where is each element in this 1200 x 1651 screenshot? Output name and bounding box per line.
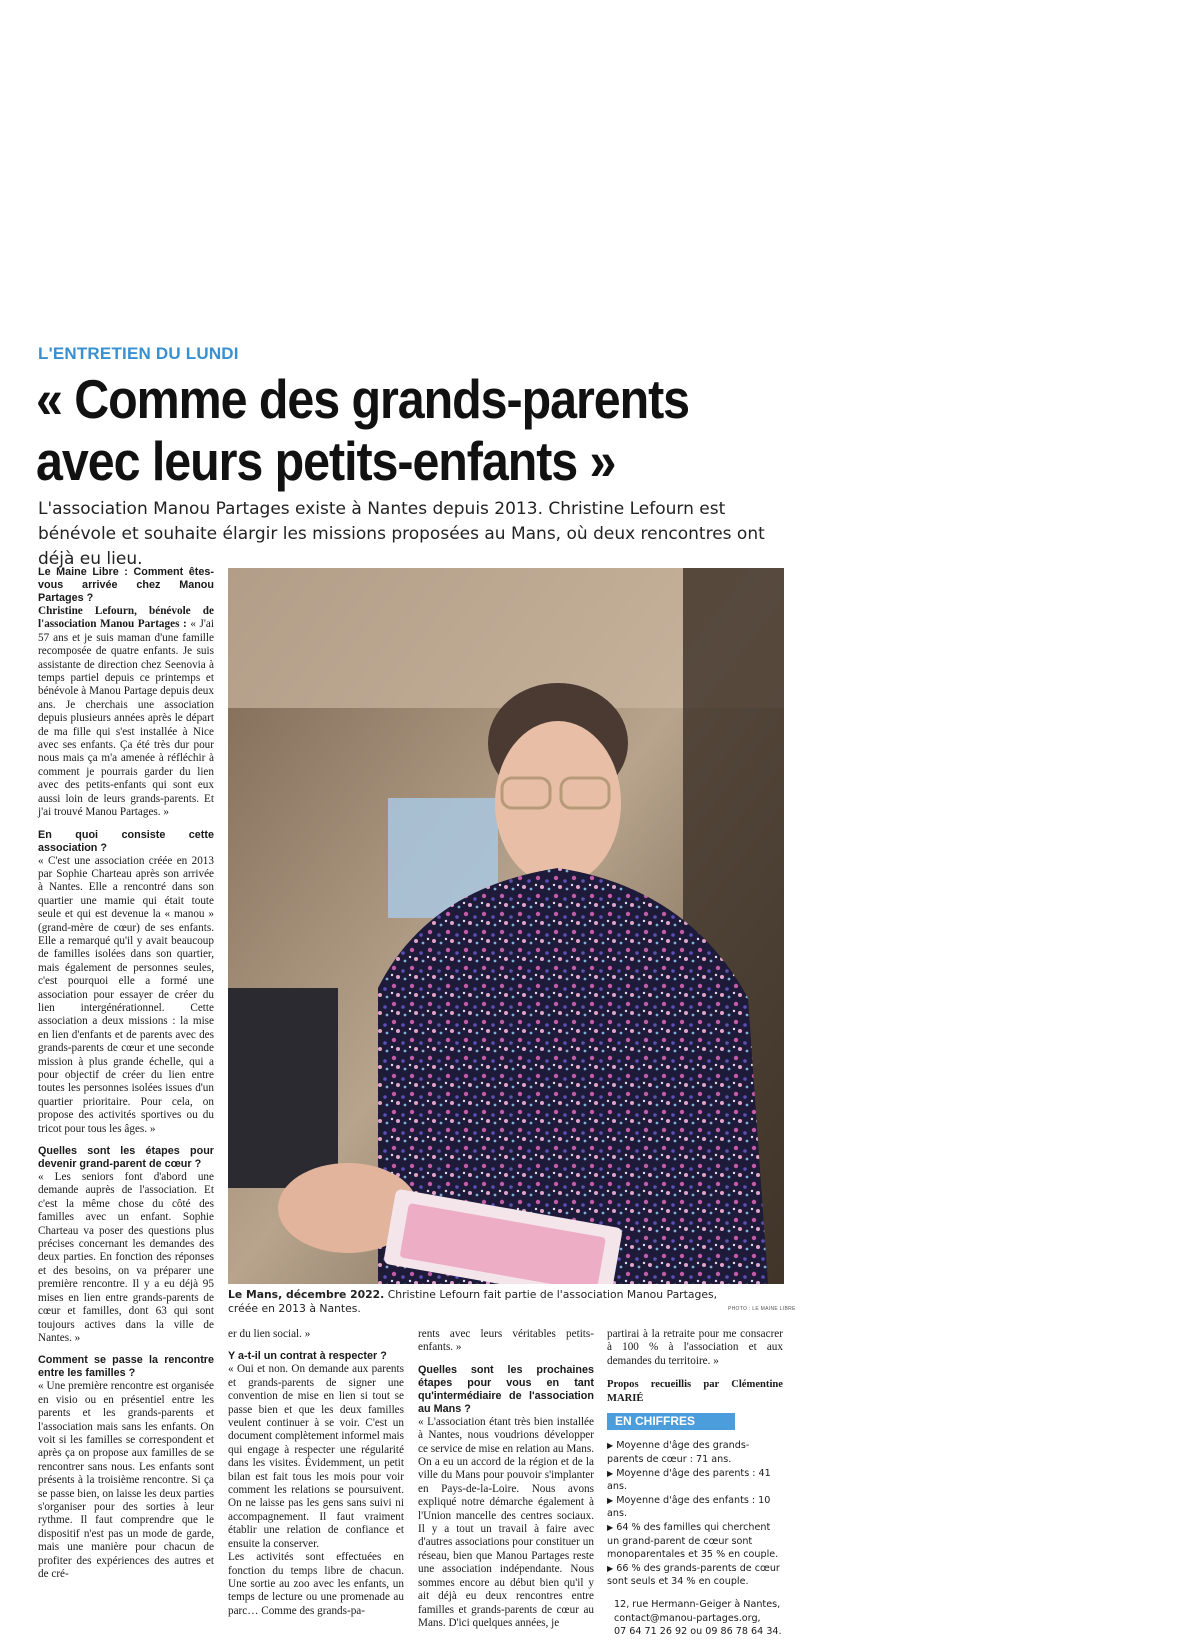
figure-text: Moyenne d'âge des grands-parents de cœur : 71 ans. — [607, 1440, 750, 1466]
figure-item — [607, 1494, 783, 1521]
address-line: 12, rue Hermann-Geiger à Nantes, — [614, 1598, 781, 1610]
photo-caption — [228, 1288, 748, 1315]
column-4 — [607, 1328, 783, 1639]
answer-1-text: « J'ai 57 ans et je suis maman d'une famille recomposée de quatre enfants. Je suis assistante de direction chez Seenovia à temps partiel depuis ce printemps et bénévole à Manou Partage depuis deux ans. Je cherchais une association depuis plusieurs années après le départ de ma fille qui s'est installée à Nice avec ses enfants. Ça été très dur pour nous mais ça m'a amenée à réfléchir à comment je pourrais garder du lien avec des petits-enfants qui sont eux aussi loin de leurs grands-parents. Et j'ai trouvé Manou Partages. » — [38, 618, 214, 819]
arrow-icon: ▶ — [607, 1495, 614, 1505]
figure-item — [607, 1562, 783, 1589]
byline: Propos recueillis par Clémentine MARIÉ — [607, 1379, 783, 1404]
figure-text: 66 % des grands-parents de cœur sont seuls et 34 % en couple. — [607, 1562, 780, 1588]
contact-address — [607, 1598, 783, 1639]
answer-6: « L'association étant très bien installée à Nantes, nous voudrions développer ce service de mise en relation au Mans. On a eu un accord de la région et de la ville du Mans pour pouvoir s'implanter en Pays-de-la-Loire. Nous avons expliqué notre démarche également à l'Union mancelle des centres sociaux. Il y a tout un travail à faire avec d'autres associations pour constituer un réseau, bien que Manou Partages reste une association indépendante. Nous sommes encore au début bien qu'il y ait déjà eu deux rencontres entre familles et grands-parents de cœur au Mans. D'ici quelques années, je — [418, 1415, 594, 1629]
phone-numbers: 07 64 71 26 92 ou 09 86 78 64 34. — [614, 1626, 782, 1638]
speaker: Christine Lefourn, bénévole de l'association Manou Partages : — [38, 605, 214, 631]
portrait-photo — [228, 568, 784, 1284]
standfirst: L'association Manou Partages existe à Nantes depuis 2013. Christine Lefourn est bénévole et souhaite élargir les missions proposées au Mans, où deux rencontres ont déjà eu lieu. — [38, 499, 765, 569]
caption-text: Christine Lefourn fait partie de l'association Manou Partages, créée en 2013 à Nantes. — [228, 1288, 718, 1315]
column-3 — [418, 1328, 594, 1630]
arrow-icon: ▶ — [607, 1468, 614, 1478]
figure-item — [607, 1439, 783, 1466]
question-6: Quelles sont les prochaines étapes pour vous en tant qu'intermédiaire de l'association au Mans ? — [418, 1363, 594, 1415]
headline — [36, 368, 705, 492]
figure-text: 64 % des familles qui cherchent un grand-parent de cœur sont monoparentales et 35 % en couple. — [607, 1522, 779, 1561]
answer-5-continued: rents avec leurs véritables petits-enfants. » — [418, 1328, 594, 1354]
question-4: Comment se passe la rencontre entre les familles ? — [38, 1354, 214, 1380]
question-5: Y a-t-il un contrat à respecter ? — [228, 1350, 387, 1363]
answer-3: « Les seniors font d'abord une demande auprès de l'association. Et c'est la même chose du côté des familles avec un enfant. Sophie Charteau va poser des questions plus précises concernant les demandes des deux parties. En fonction des réponses et des besoins, on va préparer une première rencontre. Il y a eu déjà 95 mises en lien entre grands-parents de cœur et familles, dont 63 qui sont toujours actives dans la ville de Nantes. » — [38, 1171, 214, 1344]
arrow-icon: ▶ — [607, 1523, 614, 1532]
rubric: L'ENTRETIEN DU LUNDI — [38, 344, 239, 363]
answer-5: « Oui et non. On demande aux parents et grands-parents de signer une convention de mise en lien si tout se passe bien et que les deux familles veulent continuer à se voir. C'est un document complètement informel mais qui engage à respecter une régularité dans les visites. Évidemment, un petit bilan est fait tous les mois pour voir comment les relations se poursuivent. On ne laisse pas les gens sans suivi ni accompagnement. Il faut vraiment établir une relation de confiance et ensuite la conserver. — [228, 1363, 404, 1550]
question-2: En quoi consiste cette association ? — [38, 828, 214, 854]
figure-item — [607, 1467, 783, 1494]
email-address: contact@manou-partages.org, — [614, 1612, 761, 1624]
arrow-icon: ▶ — [607, 1441, 614, 1451]
caption-lead: Le Mans, décembre 2022. — [228, 1288, 385, 1301]
column-2 — [228, 1328, 404, 1618]
headline-line-1: « Comme des grands-parents — [36, 368, 690, 430]
headline-line-2: avec leurs petits-enfants » — [36, 430, 616, 492]
column-1 — [38, 566, 214, 1581]
answer-1 — [38, 605, 214, 820]
answer-6-continued: partirai à la retraite pour me consacrer à 100 % à l'association et aux demandes du territoire. » — [607, 1328, 783, 1367]
answer-2: « C'est une association créée en 2013 par Sophie Charteau après son arrivée à Nantes. Elle a rencontré dans son quartier une mamie qui était toute seule et qui est devenue la « manou » (grand-mère de cœur) de ses enfants. Elle a remarqué qu'il y avait beaucoup de familles isolées dans son quartier, mais également de personnes seules, c'est pourquoi elle a formé une association pour essayer de créer du lien intergénérationnel. Cette association a deux missions : la mise en lien d'enfants et de parents avec des grands-parents de cœur et une seconde mission à plus grande échelle, qui a pour objectif de créer du lien entre toutes les personnes isolées issues d'un quartier prioritaire. Pour cela, on propose des activités sportives ou du tricot pour tous les âges. » — [38, 854, 214, 1135]
arrow-icon: ▶ — [607, 1563, 614, 1573]
question-1: Le Maine Libre : Comment êtes-vous arrivée chez Manou Partages ? — [38, 566, 214, 604]
answer-4: « Une première rencontre est organisée en visio ou en présentiel entre les parents et les grands-parents et l'association mais sans les enfants. On voit si les familles se correspondent et après ça on propose aux familles de se rencontrer sans nous. Les enfants sont présents à la troisième rencontre. Si ça se passe bien, on laisse les deux parties s'organiser pour des sorties à leur rythme. Il faut comprendre que le dispositif n'est pas un mode de garde, mais une manière pour chacun de profiter des expériences des autres et de cré- — [38, 1380, 214, 1580]
figures-list — [607, 1439, 783, 1589]
figure-text: Moyenne d'âge des parents : 41 ans. — [607, 1467, 771, 1493]
answer-5b: Les activités sont effectuées en fonction du temps libre de chacun. Une sortie au zoo avec les enfants, un temps de lecture ou une promenade au parc… Comme des grands-pa- — [228, 1551, 404, 1617]
figures-box-title: EN CHIFFRES — [607, 1413, 735, 1430]
answer-4-continued: er du lien social. » — [228, 1328, 311, 1340]
question-3: Quelles sont les étapes pour devenir grand-parent de cœur ? — [38, 1145, 214, 1171]
figure-item — [607, 1521, 783, 1562]
photo-credit: PHOTO : LE MAINE LIBRE — [728, 1306, 796, 1312]
figure-text: Moyenne d'âge des enfants : 10 ans. — [607, 1494, 771, 1520]
